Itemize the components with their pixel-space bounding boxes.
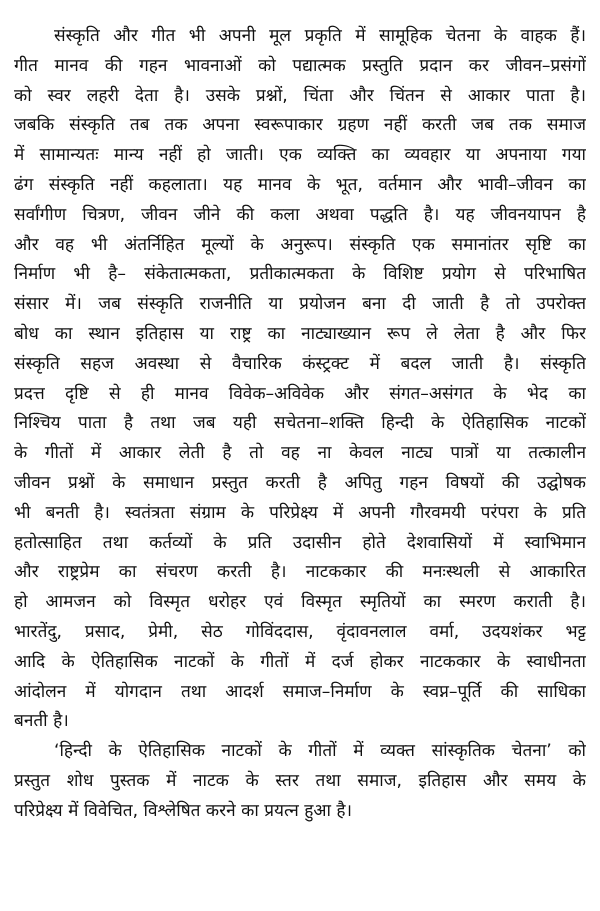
text-line: ढंग संस्कृति नहीं कहलाता। यह मानव के भूत, वर्तमान और भावी–जीवन का	[14, 174, 586, 195]
text-line: जीवन प्रश्नों के समाधान प्रस्तुत करती है अपितु गहन विषयों की उद्घोषक	[14, 472, 586, 493]
text-line: हो आमजन को विस्मृत धरोहर एवं विस्मृत स्मृतियों का स्मरण कराती है।	[14, 592, 586, 613]
text-line: ‘हिन्दी के ऐतिहासिक नाटकों के गीतों में व्यक्त सांस्कृतिक चेतना’ को	[54, 741, 586, 762]
text-line: संस्कृति सहज अवस्था से वैचारिक कंस्ट्रक्ट में बदल जाती है। संस्कृति	[14, 353, 586, 374]
text-line: प्रस्तुत शोध पुस्तक में नाटक के स्तर तथा समाज, इतिहास और समय के	[14, 770, 586, 791]
text-line: संसार में। जब संस्कृति राजनीति या प्रयोजन बना दी जाती है तो उपरोक्त	[14, 294, 586, 315]
text-line: सर्वांगीण चित्रण, जीवन जीने की कला अथवा पद्धति है। यह जीवनयापन है	[14, 204, 586, 225]
text-line: निर्माण भी है– संकेतात्मकता, प्रतीकात्मकता के विशिष्ट प्रयोग से परिभाषित	[14, 264, 586, 285]
text-line: में सामान्यतः मान्य नहीं हो जाती। एक व्यक्ति का व्यवहार या अपनाया गया	[14, 145, 586, 166]
text-line: हतोत्साहित तथा कर्तव्यों के प्रति उदासीन होते देशवासियों में स्वाभिमान	[14, 532, 586, 553]
document-page	[14, 22, 586, 827]
text-line: के गीतों में आकार लेती है तो वह ना केवल नाट्य पात्रों या तत्कालीन	[14, 443, 586, 464]
text-line: गीत मानव की गहन भावनाओं को पद्यात्मक प्रस्तुति प्रदान कर जीवन–प्रसंगों	[14, 55, 586, 76]
text-line: को स्वर लहरी देता है। उसके प्रश्नों, चिंता और चिंतन से आकार पाता है।	[14, 85, 586, 106]
paragraph-culture-and-song	[14, 22, 586, 737]
text-line: आदि के ऐतिहासिक नाटकों के गीतों में दर्ज होकर नाटककार के स्वाधीनता	[14, 651, 586, 672]
text-line: निश्चिय पाता है तथा जब यही सचेतना–शक्ति हिन्दी के ऐतिहासिक नाटकों	[14, 413, 586, 434]
text-line: बोध का स्थान इतिहास या राष्ट्र का नाट्याख्यान रूप ले लेता है और फिर	[14, 323, 586, 344]
text-line: और वह भी अंतर्निहित मूल्यों के अनुरूप। संस्कृति एक समानांतर सृष्टि का	[14, 234, 586, 255]
paragraph-book-purpose	[14, 737, 586, 826]
text-line: बनती है।	[14, 711, 69, 732]
text-line: भारतेंदु, प्रसाद, प्रेमी, सेठ गोविंददास, वृंदावनलाल वर्मा, उदयशंकर भट्ट	[14, 621, 586, 642]
text-line: भी बनती है। स्वतंत्रता संग्राम के परिप्रेक्ष्य में अपनी गौरवमयी परंपरा के प्रति	[14, 502, 586, 523]
text-line: संस्कृति और गीत भी अपनी मूल प्रकृति में सामूहिक चेतना के वाहक हैं।	[54, 26, 586, 46]
text-line: और राष्ट्रप्रेम का संचरण करती है। नाटककार की मनःस्थली से आकारित	[14, 562, 586, 583]
text-line: आंदोलन में योगदान तथा आदर्श समाज–निर्माण के स्वप्न–पूर्ति की साधिका	[14, 681, 586, 702]
text-line: जबकि संस्कृति तब तक अपना स्वरूपाकार ग्रहण नहीं करती जब तक समाज	[14, 115, 586, 136]
text-line: प्रदत्त दृष्टि से ही मानव विवेक–अविवेक और संगत–असंगत के भेद का	[14, 383, 586, 404]
text-line: परिप्रेक्ष्य में विवेचित, विश्लेषित करने का प्रयत्न हुआ है।	[14, 800, 353, 821]
